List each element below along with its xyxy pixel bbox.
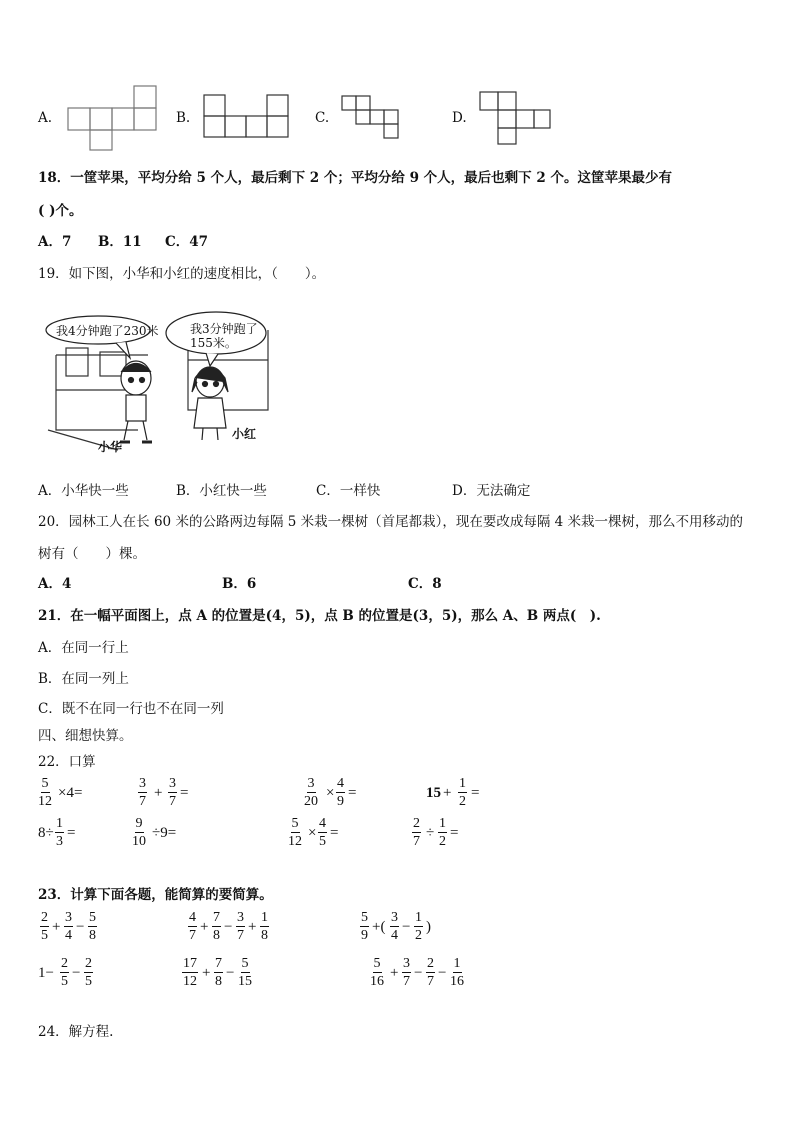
q23-e3-op2: − [402, 919, 411, 935]
q23-e1-frac-a: 2 5 [41, 910, 48, 943]
cube-net-figure-d [478, 90, 552, 146]
option-d-label: D. [452, 110, 467, 126]
q23-e4-op1: − [72, 965, 81, 981]
q22-frac-7b: 4 5 [319, 816, 326, 849]
q23-e1-frac-c: 5 8 [89, 910, 96, 943]
q23-e5-frac-c: 5 15 [238, 956, 252, 989]
q22-eq-8: = [450, 825, 459, 841]
q23-e4-frac-b: 2 5 [85, 956, 92, 989]
q23-e2-op1: + [200, 919, 209, 935]
question-18-line1: 18．一筐苹果，平均分给 5 个人，最后剩下 2 个；平均分给 9 个人，最后也剩下 2 个。这筐苹果最少有 [38, 170, 672, 186]
q23-e6-frac-b: 3 7 [403, 956, 410, 989]
question-19-text: 19．如下图，小华和小红的速度相比，（ ）。 [38, 266, 326, 282]
q22-frac-7a: 5 12 [288, 816, 302, 849]
q18-option-b[interactable]: B．11 [98, 234, 142, 250]
question-24-title: 24．解方程. [38, 1024, 114, 1040]
name-xiaohua: 小华 [98, 440, 123, 454]
q22-frac-8a: 2 7 [413, 816, 420, 849]
question-22-title: 22．口算 [38, 754, 96, 770]
q19-option-b[interactable]: B．小红快一些 [176, 483, 267, 499]
q22-op-7: × [308, 825, 317, 841]
q21-option-b[interactable]: B．在同一列上 [38, 671, 129, 687]
question-18-line2: ( )个。 [38, 203, 83, 219]
bubble-right-text-1: 我3分钟跑了 [190, 322, 258, 336]
q22-eq-3: = [348, 785, 357, 801]
q20-option-a[interactable]: A．4 [38, 576, 72, 592]
girl-figure [192, 367, 228, 440]
q18-option-a[interactable]: A．7 [38, 234, 72, 250]
q23-e2-op3: + [248, 919, 257, 935]
q23-e6-op1: + [390, 965, 399, 981]
name-xiaohong: 小红 [232, 427, 257, 441]
q23-e5-op2: − [226, 965, 235, 981]
q23-e2-frac-c: 3 7 [237, 910, 244, 943]
q23-e3-frac-c: 1 2 [415, 910, 422, 943]
cube-net-figure-c [340, 94, 400, 140]
q22-frac-6: 9 10 [132, 816, 146, 849]
q23-e2-frac-a: 4 7 [189, 910, 196, 943]
q22-op-3: × [326, 785, 335, 801]
q22-pre-4: 15 [426, 785, 441, 801]
q22-frac-2b: 3 7 [169, 776, 176, 809]
q20-option-c[interactable]: C．8 [408, 576, 442, 592]
q23-e6-frac-c: 2 7 [427, 956, 434, 989]
q23-e6-frac-d: 1 16 [450, 956, 464, 989]
q22-op-1: ×4= [58, 785, 83, 801]
option-a-label: A. [38, 110, 53, 126]
question-20-line1: 20．园林工人在长 60 米的公路两边每隔 5 米栽一棵树（首尾都栽），现在要改成每隔 4 米栽一棵树，那么不用移动的 [38, 514, 744, 530]
q23-e2-op2: − [224, 919, 233, 935]
q23-e1-op2: − [76, 919, 85, 935]
q23-e6-op3: − [438, 965, 447, 981]
q19-option-a[interactable]: A．小华快一些 [38, 483, 129, 499]
q22-eq-2: = [180, 785, 189, 801]
q21-option-c[interactable]: C．既不在同一行也不在同一列 [38, 701, 224, 717]
option-b-label: B. [176, 110, 191, 126]
q22-frac-2a: 3 7 [139, 776, 146, 809]
q21-option-a[interactable]: A．在同一行上 [38, 640, 129, 656]
q23-e1-frac-b: 3 4 [65, 910, 72, 943]
option-c-label: C. [315, 110, 330, 126]
q23-e2-frac-b: 7 8 [213, 910, 220, 943]
q19-option-d[interactable]: D．无法确定 [452, 483, 531, 499]
q18-option-c[interactable]: C．47 [165, 234, 209, 250]
q22-frac-4: 1 2 [459, 776, 466, 809]
q22-frac-5: 1 3 [56, 816, 63, 849]
q22-eq-5: = [67, 825, 76, 841]
section-4-title: 四、细想快算。 [38, 728, 133, 744]
q23-e3-op1: +( [372, 919, 386, 935]
q23-e5-frac-a: 17 12 [183, 956, 197, 989]
q23-e3-close: ) [426, 919, 431, 935]
q19-option-c[interactable]: C．一样快 [316, 483, 381, 499]
q23-e6-frac-a: 5 16 [370, 956, 384, 989]
q22-frac-8b: 1 2 [439, 816, 446, 849]
q22-op-8: ÷ [426, 825, 435, 841]
q23-e3-frac-b: 3 4 [391, 910, 398, 943]
bubble-left-text: 我4分钟跑了230米 [56, 324, 159, 338]
q22-op-2: + [154, 785, 163, 801]
q22-eq-7: = [330, 825, 339, 841]
question-21-text: 21．在一幅平面图上，点 A 的位置是(4，5)，点 B 的位置是(3，5)，那么 A、B 两点( ). [38, 608, 601, 624]
q22-op-6: ÷9= [152, 825, 177, 841]
q22-op-4: + [443, 785, 452, 801]
cube-net-figure-b [202, 92, 294, 140]
q22-pre-5: 8÷ [38, 825, 54, 841]
q23-e5-frac-b: 7 8 [215, 956, 222, 989]
cube-net-figure-a [66, 82, 160, 152]
question-20-line2: 树有（ ）棵。 [38, 546, 146, 562]
q23-e3-frac-a: 5 9 [361, 910, 368, 943]
q23-e6-op2: − [414, 965, 423, 981]
question-23-title: 23．计算下面各题，能简算的要简算。 [38, 887, 273, 903]
q23-e2-frac-d: 1 8 [261, 910, 268, 943]
q22-frac-3b: 4 9 [337, 776, 344, 809]
q23-e1-op1: + [52, 919, 61, 935]
bubble-right-text-2: 155米。 [190, 336, 237, 350]
q20-option-b[interactable]: B．6 [222, 576, 257, 592]
q23-e4-pre: 1− [38, 965, 54, 981]
q22-frac-3a: 3 20 [304, 776, 318, 809]
q23-e5-op1: + [202, 965, 211, 981]
q22-eq-4: = [471, 785, 480, 801]
q23-e4-frac-a: 2 5 [61, 956, 68, 989]
q22-frac-1: 5 12 [38, 776, 52, 809]
